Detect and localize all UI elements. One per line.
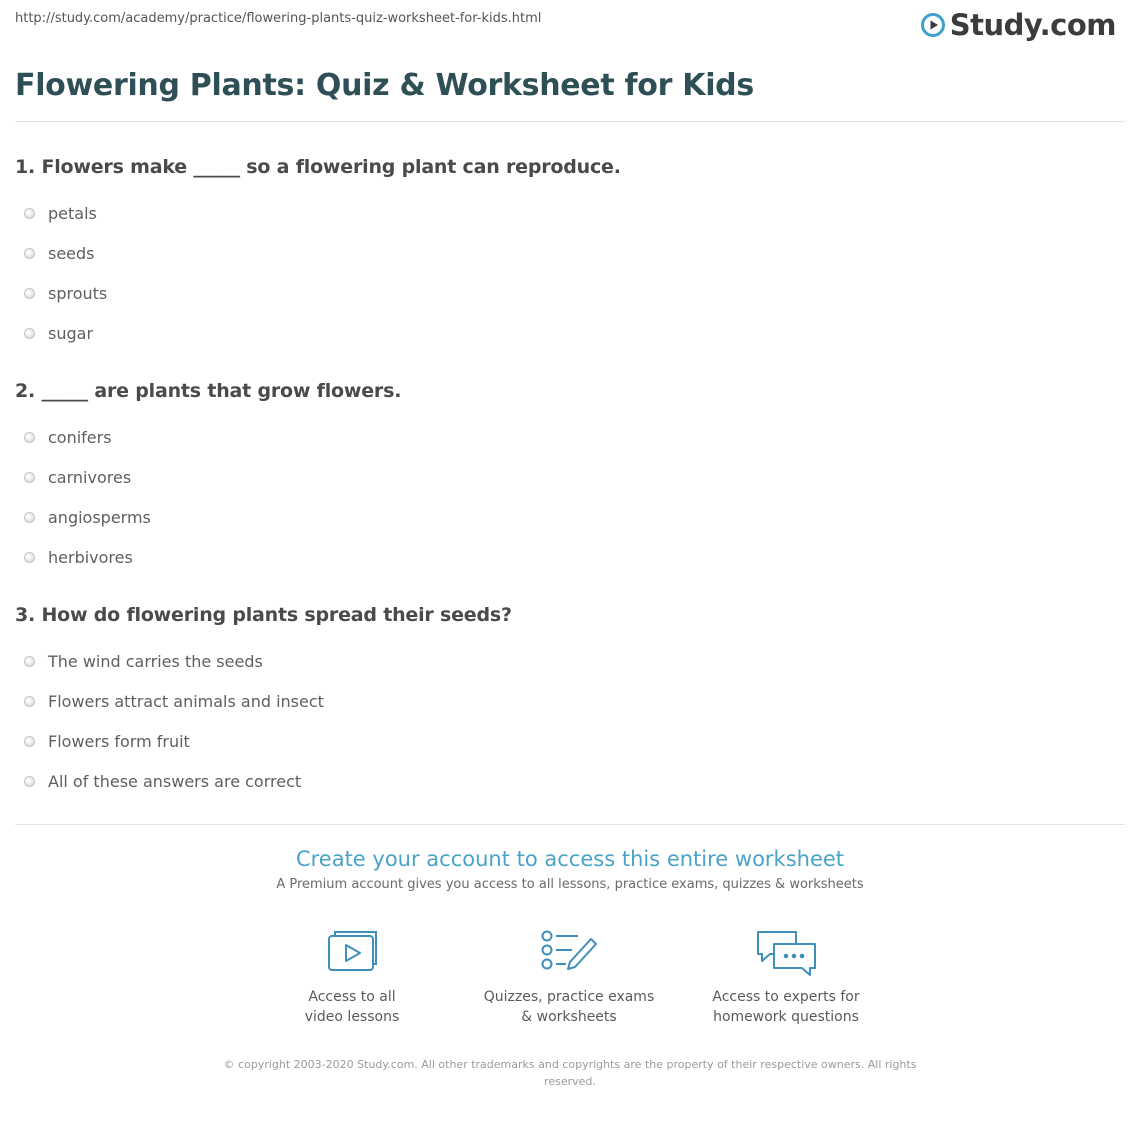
option-label: conifers — [48, 427, 112, 447]
option-label: The wind carries the seeds — [48, 651, 263, 671]
feature-label: Access to all video lessons — [304, 989, 400, 1025]
radio-button[interactable] — [24, 208, 35, 219]
feature-experts — [686, 928, 886, 1027]
answer-option[interactable] — [24, 193, 1115, 233]
copyright-notice: © copyright 2003-2020 Study.com. All other trademarks and copyrights are the property of their respective owners. All rights reserved. — [223, 1058, 917, 1088]
question-2 — [15, 376, 1115, 577]
answer-option[interactable] — [24, 721, 1115, 761]
feature-video-lessons — [252, 928, 452, 1027]
quiz-checklist-icon — [540, 928, 598, 974]
radio-button[interactable] — [24, 248, 35, 259]
page-title: Flowering Plants: Quiz & Worksheet for Kids — [15, 68, 754, 103]
radio-button[interactable] — [24, 696, 35, 707]
option-label: All of these answers are correct — [48, 771, 302, 791]
radio-button[interactable] — [24, 552, 35, 563]
radio-button[interactable] — [24, 656, 35, 667]
question-text: 3. How do flowering plants spread their seeds? — [15, 604, 512, 626]
question-1 — [15, 152, 1115, 353]
create-account-link[interactable]: Create your account to access this entire worksheet — [295, 847, 845, 871]
option-label: herbivores — [48, 547, 133, 567]
answer-option[interactable] — [24, 497, 1115, 537]
study-logo[interactable] — [921, 6, 1116, 44]
option-label: sugar — [48, 323, 94, 343]
option-label: carnivores — [48, 467, 132, 487]
option-label: angiosperms — [48, 507, 151, 527]
answer-option[interactable] — [24, 233, 1115, 273]
page-url: http://study.com/academy/practice/flowering-plants-quiz-worksheet-for-kids.html — [15, 11, 542, 26]
answer-option[interactable] — [24, 417, 1115, 457]
radio-button[interactable] — [24, 776, 35, 787]
radio-button[interactable] — [24, 288, 35, 299]
feature-quizzes — [469, 928, 669, 1027]
option-label: seeds — [48, 243, 95, 263]
option-label: petals — [48, 203, 97, 223]
option-label: Flowers attract animals and insect — [48, 691, 324, 711]
answer-option[interactable] — [24, 273, 1115, 313]
option-label: Flowers form fruit — [48, 731, 190, 751]
video-lessons-icon — [326, 928, 378, 974]
answer-option[interactable] — [24, 313, 1115, 353]
feature-label: Quizzes, practice exams & worksheets — [483, 989, 655, 1025]
question-text: 2. _____ are plants that grow flowers. — [15, 380, 402, 402]
bottom-divider — [15, 824, 1125, 825]
top-divider — [15, 121, 1125, 122]
radio-button[interactable] — [24, 472, 35, 483]
answer-option[interactable] — [24, 537, 1115, 577]
answer-option[interactable] — [24, 681, 1115, 721]
answer-option[interactable] — [24, 457, 1115, 497]
question-3 — [15, 600, 1115, 801]
chat-bubbles-icon — [754, 928, 818, 978]
answer-option[interactable] — [24, 761, 1115, 801]
answer-option[interactable] — [24, 641, 1115, 681]
radio-button[interactable] — [24, 432, 35, 443]
feature-label: Access to experts for homework questions — [712, 989, 860, 1025]
radio-button[interactable] — [24, 512, 35, 523]
radio-button[interactable] — [24, 328, 35, 339]
cta-subtitle: A Premium account gives you access to all lessons, practice exams, quizzes & worksheets — [276, 877, 864, 892]
logo-text: Study.com — [949, 8, 1116, 42]
question-text: 1. Flowers make _____ so a flowering plant can reproduce. — [15, 156, 621, 178]
radio-button[interactable] — [24, 736, 35, 747]
play-circle-icon — [921, 13, 945, 37]
option-label: sprouts — [48, 283, 108, 303]
